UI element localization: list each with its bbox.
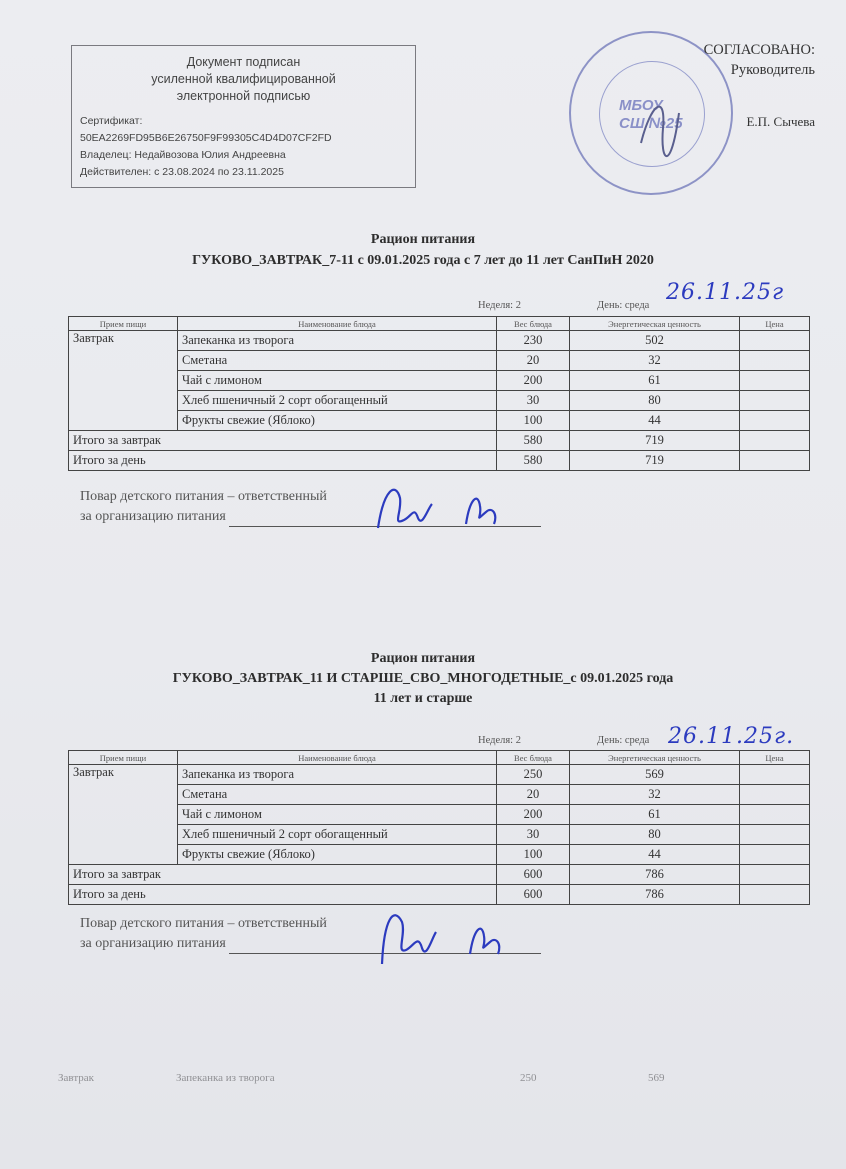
certificate-owner: Владелец: Недайвозова Юлия Андреевна	[80, 149, 286, 161]
table-row	[69, 331, 810, 351]
header-energy: Энергетическая ценность	[570, 317, 740, 331]
menu-2-subtitle-2: 11 лет и старше	[373, 691, 473, 706]
approval-block	[665, 40, 815, 129]
fragment-dish: Запеканка из творога	[176, 1072, 275, 1084]
price-cell	[740, 451, 810, 471]
responsible-line-2: за организацию питания	[80, 509, 226, 524]
table-row	[69, 411, 810, 431]
menu-1-week: Неделя: 2	[478, 300, 521, 311]
price-cell	[740, 765, 810, 785]
menu-1-title: Рацион питания	[370, 232, 476, 247]
menu-2-week: Неделя: 2	[478, 735, 521, 746]
energy-cell: 61	[570, 805, 740, 825]
fragment-energy: 569	[648, 1072, 665, 1084]
total-weight: 600	[497, 885, 570, 905]
weight-cell: 200	[497, 371, 570, 391]
energy-cell: 502	[570, 331, 740, 351]
table-header-row	[69, 317, 810, 331]
table-row	[69, 825, 810, 845]
total-energy: 719	[570, 451, 740, 471]
table-row	[69, 351, 810, 371]
weight-cell: 100	[497, 411, 570, 431]
approval-name: Е.П. Сычева	[746, 114, 815, 129]
energy-cell: 44	[570, 845, 740, 865]
price-cell	[740, 391, 810, 411]
dish-cell: Запеканка из творога	[178, 765, 497, 785]
total-label: Итого за день	[69, 885, 497, 905]
menu-1-handwritten-date: 26.11.25г	[666, 280, 785, 305]
total-label: Итого за завтрак	[69, 865, 497, 885]
meal-cell: Завтрак	[69, 331, 178, 431]
table-row	[69, 765, 810, 785]
certificate-validity: Действителен: с 23.08.2024 по 23.11.2025	[80, 166, 284, 178]
total-energy: 786	[570, 865, 740, 885]
header-dish: Наименование блюда	[178, 751, 497, 765]
header-price: Цена	[740, 751, 810, 765]
table-header-row	[69, 751, 810, 765]
dish-cell: Чай с лимоном	[178, 371, 497, 391]
dish-cell: Сметана	[178, 785, 497, 805]
weight-cell: 30	[497, 825, 570, 845]
dish-cell: Сметана	[178, 351, 497, 371]
header-weight: Вес блюда	[497, 317, 570, 331]
weight-cell: 200	[497, 805, 570, 825]
certificate-label: Сертификат:	[80, 115, 143, 127]
price-cell	[740, 885, 810, 905]
certificate-value: 50EA2269FD95B6E26750F9F99305C4D4D07CF2FD	[80, 132, 332, 144]
header-weight: Вес блюда	[497, 751, 570, 765]
menu-2-day: День: среда	[597, 735, 650, 746]
dish-cell: Фрукты свежие (Яблоко)	[178, 411, 497, 431]
dish-cell: Запеканка из творога	[178, 331, 497, 351]
dish-cell: Хлеб пшеничный 2 сорт обогащенный	[178, 391, 497, 411]
table-row	[69, 371, 810, 391]
energy-cell: 61	[570, 371, 740, 391]
table-row	[69, 391, 810, 411]
price-cell	[740, 431, 810, 451]
dish-cell: Фрукты свежие (Яблоко)	[178, 845, 497, 865]
weight-cell: 230	[497, 331, 570, 351]
table-row	[69, 805, 810, 825]
energy-cell: 44	[570, 411, 740, 431]
price-cell	[740, 825, 810, 845]
weight-cell: 250	[497, 765, 570, 785]
header-energy: Энергетическая ценность	[570, 751, 740, 765]
header-dish: Наименование блюда	[178, 317, 497, 331]
dish-cell: Чай с лимоном	[178, 805, 497, 825]
menu-2-title: Рацион питания	[370, 651, 476, 666]
fragment-weight: 250	[520, 1072, 537, 1084]
price-cell	[740, 805, 810, 825]
total-label: Итого за завтрак	[69, 431, 497, 451]
weight-cell: 20	[497, 785, 570, 805]
energy-cell: 80	[570, 391, 740, 411]
total-weight: 580	[497, 431, 570, 451]
responsible-line-1: Повар детского питания – ответственный	[80, 489, 327, 504]
approval-heading: СОГЛАСОВАНО:	[703, 42, 815, 58]
menu-2-subtitle: ГУКОВО_ЗАВТРАК_11 И СТАРШЕ_СВО_МНОГОДЕТНЫЕ_с 09.01.2025 года	[172, 671, 674, 686]
signature-title-3: электронной подписью	[176, 89, 311, 103]
total-breakfast-row	[69, 431, 810, 451]
responsible-line-2: за организацию питания	[80, 936, 226, 951]
signature-title-2: усиленной квалифицированной	[151, 72, 336, 86]
menu-2-handwritten-date: 26.11.25г.	[668, 724, 795, 749]
menu-1-day: День: среда	[597, 300, 650, 311]
signature-title-1: Документ подписан	[186, 55, 301, 69]
price-cell	[740, 411, 810, 431]
electronic-signature-box	[71, 45, 416, 188]
stamp-text: МБОУ СШ №25	[619, 97, 683, 132]
header-meal: Прием пищи	[69, 751, 178, 765]
price-cell	[740, 865, 810, 885]
total-energy: 786	[570, 885, 740, 905]
table-row	[69, 785, 810, 805]
price-cell	[740, 371, 810, 391]
meal-cell: Завтрак	[69, 765, 178, 865]
header-meal: Прием пищи	[69, 317, 178, 331]
energy-cell: 32	[570, 351, 740, 371]
total-weight: 600	[497, 865, 570, 885]
menu-1-subtitle: ГУКОВО_ЗАВТРАК_7-11 с 09.01.2025 года с 7 лет до 11 лет СанПиН 2020	[192, 253, 654, 268]
header-price: Цена	[740, 317, 810, 331]
total-day-row	[69, 885, 810, 905]
weight-cell: 30	[497, 391, 570, 411]
table-row	[69, 845, 810, 865]
total-day-row	[69, 451, 810, 471]
weight-cell: 20	[497, 351, 570, 371]
handwritten-signature-icon	[370, 478, 510, 538]
menu-1-table	[68, 316, 810, 471]
price-cell	[740, 331, 810, 351]
fragment-meal: Завтрак	[58, 1072, 94, 1084]
total-energy: 719	[570, 431, 740, 451]
menu-2-table	[68, 750, 810, 905]
approval-position: Руководитель	[730, 62, 815, 78]
total-label: Итого за день	[69, 451, 497, 471]
energy-cell: 569	[570, 765, 740, 785]
weight-cell: 100	[497, 845, 570, 865]
handwritten-signature-icon	[372, 904, 512, 972]
price-cell	[740, 845, 810, 865]
price-cell	[740, 785, 810, 805]
total-breakfast-row	[69, 865, 810, 885]
energy-cell: 32	[570, 785, 740, 805]
dish-cell: Хлеб пшеничный 2 сорт обогащенный	[178, 825, 497, 845]
energy-cell: 80	[570, 825, 740, 845]
responsible-line-1: Повар детского питания – ответственный	[80, 916, 327, 931]
price-cell	[740, 351, 810, 371]
total-weight: 580	[497, 451, 570, 471]
